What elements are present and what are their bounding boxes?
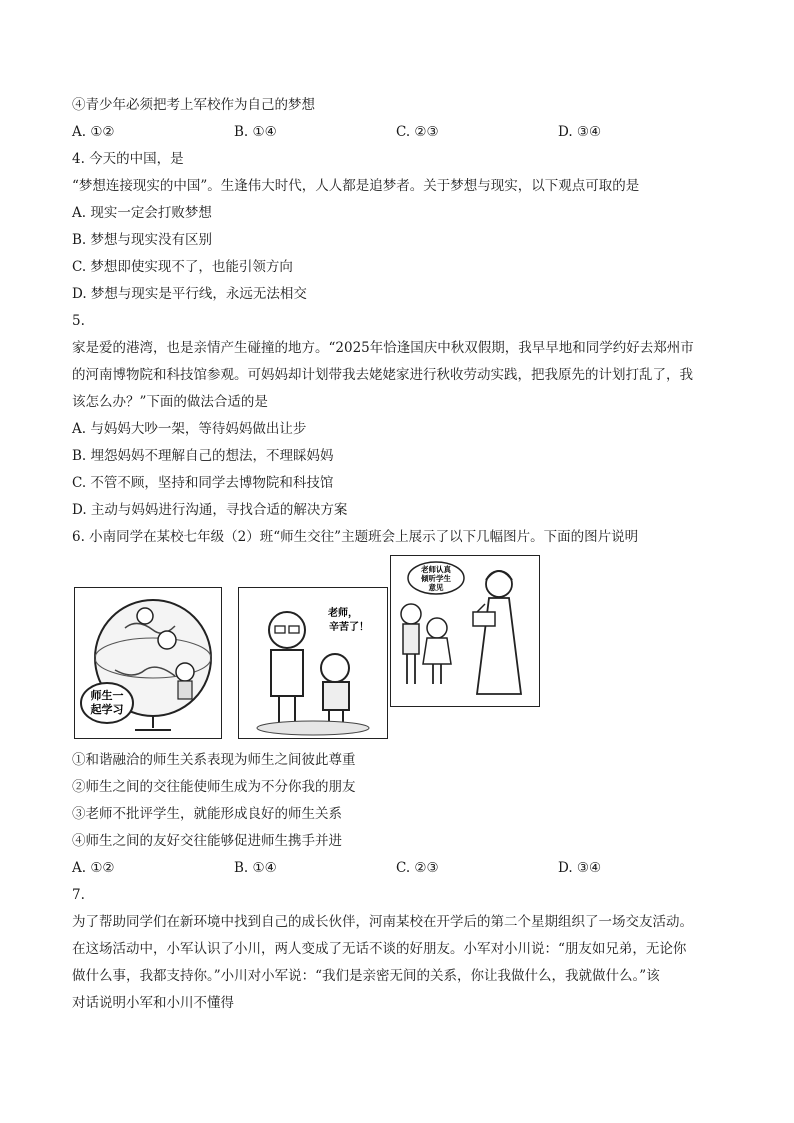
figure-thank-teacher (238, 587, 388, 739)
q3-option-a[interactable]: A. ①② (72, 124, 115, 140)
q6-figures (72, 555, 722, 747)
q3-option-b[interactable]: B. ①④ (234, 124, 277, 140)
fig1-caption-line1: 师生一 (90, 689, 124, 702)
teacher-listening-illustration (391, 556, 539, 706)
q4-option-b[interactable]: B. 梦想与现实没有区别 (72, 232, 213, 248)
q6-option-a[interactable]: A. ①② (72, 860, 115, 876)
fig2-caption-line1: 老师， (328, 608, 358, 619)
exam-page (72, 92, 722, 1017)
q5-stem-1: 家是爱的港湾，也是亲情产生碰撞的地方。“2025年恰逢国庆中秋双假期，我早早地和同学约好去郑州市 (72, 340, 694, 356)
figure-teacher-listening (390, 555, 540, 707)
q4-stem-1: 4. 今天的中国，是 (72, 151, 184, 167)
q5-number: 5. (72, 313, 85, 329)
teacher-student-illustration (239, 588, 387, 738)
q7-stem-4: 对话说明小军和小川不懂得 (72, 995, 234, 1011)
q7-stem-1: 为了帮助同学们在新环境中找到自己的成长伙伴，河南某校在开学后的第二个星期组织了一场交友活动。 (72, 914, 693, 930)
q6-options (72, 855, 722, 882)
q6-item-4: ④师生之间的友好交往能够促进师生携手并进 (72, 833, 342, 849)
figure-study-together (74, 587, 222, 739)
fig3-caption-line1: 老师认真 (421, 565, 451, 574)
q5-option-a[interactable]: A. 与妈妈大吵一架，等待妈妈做出让步 (72, 421, 307, 437)
q3-options (72, 119, 722, 146)
q6-option-c[interactable]: C. ②③ (396, 860, 439, 876)
q5-option-c[interactable]: C. 不管不顾，坚持和同学去博物院和科技馆 (72, 475, 334, 491)
q4-stem-2: “梦想连接现实的中国”。生逢伟大时代，人人都是追梦者。关于梦想与现实，以下观点可取的是 (72, 178, 640, 194)
q5-stem-2: 的河南博物院和科技馆参观。可妈妈却计划带我去姥姥家进行秋收劳动实践，把我原先的计划打乱了，我 (72, 367, 693, 383)
q5-option-d[interactable]: D. 主动与妈妈进行沟通，寻找合适的解决方案 (72, 502, 348, 518)
q3-item-4: ④青少年必须把考上军校作为自己的梦想 (72, 97, 315, 113)
q5-stem-3: 该怎么办？”下面的做法合适的是 (72, 394, 268, 410)
q4-option-d[interactable]: D. 梦想与现实是平行线，永远无法相交 (72, 286, 307, 302)
q7-stem-3: 做什么事，我都支持你。”小川对小军说：“我们是亲密无间的关系，你让我做什么，我就做什么。”该 (72, 968, 660, 984)
q3-option-c[interactable]: C. ②③ (396, 124, 439, 140)
globe-illustration (75, 588, 221, 738)
fig3-caption-line2: 倾听学生 (421, 574, 451, 583)
q6-stem: 6. 小南同学在某校七年级（2）班“师生交往”主题班会上展示了以下几幅图片。下面的图片说明 (72, 529, 639, 545)
q7-stem-2: 在这场活动中，小军认识了小川，两人变成了无话不谈的好朋友。小军对小川说：“朋友如兄弟，无论你 (72, 941, 687, 957)
q5-option-b[interactable]: B. 埋怨妈妈不理解自己的想法，不理睬妈妈 (72, 448, 334, 464)
q6-item-1: ①和谐融洽的师生关系表现为师生之间彼此尊重 (72, 752, 356, 768)
q6-option-b[interactable]: B. ①④ (234, 860, 277, 876)
q3-option-d[interactable]: D. ③④ (558, 124, 602, 140)
q6-option-d[interactable]: D. ③④ (558, 860, 602, 876)
fig2-caption-line2: 辛苦了！ (329, 622, 369, 633)
q6-item-2: ②师生之间的交往能使师生成为不分你我的朋友 (72, 779, 356, 795)
fig1-caption-line2: 起学习 (90, 703, 124, 716)
q4-option-c[interactable]: C. 梦想即使实现不了，也能引领方向 (72, 259, 293, 275)
q6-item-3: ③老师不批评学生，就能形成良好的师生关系 (72, 806, 342, 822)
q4-option-a[interactable]: A. 现实一定会打败梦想 (72, 205, 212, 221)
q7-number: 7. (72, 887, 85, 903)
fig3-caption-line3: 意见 (428, 583, 444, 592)
